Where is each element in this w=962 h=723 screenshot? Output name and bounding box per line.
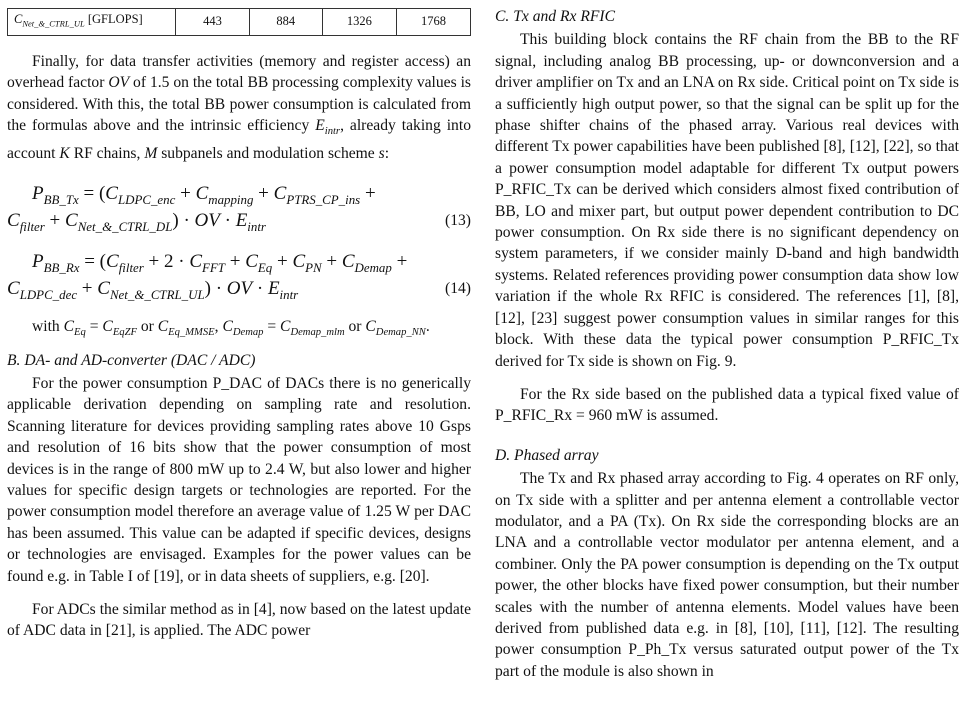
section-heading-d: D. Phased array <box>495 446 599 464</box>
equation-14-line-1: $P_{BB\_Rx} = (C_{filter} + 2 \cdot C_{FFT} + C_{Eq} + C_{PN} + C_{Demap}$ + <box>32 251 408 275</box>
table-row <box>8 9 471 36</box>
paragraph-overhead: Finally, for data transfer activities (memory and register access) an overhead factor OV of 1.5 on the total BB processing complexity values is considered. With this, the total BB power consumption is calculated from the formulas above and the intrinsic efficiency $E_{intr}$, already taking into account K RF chains, M subpanels and modulation scheme s: <box>7 52 471 162</box>
section-heading-c: C. Tx and Rx RFIC <box>495 8 615 25</box>
paragraph-rfic: This building block contains the RF chain from the BB to the RF signal, including analog BB processing, up- or downconversion and a driver amplifier on Tx and an LNA on Rx side. Critical point on Tx side is a sufficiently high output power, so that the signal can be split up for the phase shifter chains of the phased array. Various real devices with different Tx power capabilities have been published [8], [12], [22], so that a power consumption model adaptable for different Tx output powers P_RFIC_Tx can be derived which considers almost fixed contribution of BB, LO and mixer part, but output power dependent contribution to DC power consumption. On Rx side there is no significant dependency on system parameters, if we consider mainly D-band and high bandwidth systems. Related references providing power consumption data show low variation if the whole Rx RFIC is considered. The references [1], [8], [12], [23] suggest power consumption values in similar ranges for this block. With these data the typical power consumption P_RFIC_Tx derived for Tx side is shown on Fig. 9. <box>495 31 959 370</box>
table-cell: 1326 <box>322 9 396 36</box>
equation-14-line-2: $C_{LDPC\_dec} + C_{Net\_\&\_CTRL\_UL}$) · OV · $E_{intr}$ (14) <box>7 275 471 302</box>
equation-13-number: (13) <box>445 212 471 230</box>
paragraph-adc: For ADCs the similar method as in [4], now based on the latest update of ADC data in [21], is applied. The ADC power <box>7 601 471 640</box>
equation-13-line-1: $P_{BB\_Tx} = (C_{LDPC\_enc} + C_{mapping} + C_{PTRS\_CP\_ins}$ + <box>32 183 376 207</box>
complexity-table-row <box>7 8 471 36</box>
right-column <box>495 0 959 682</box>
table-cell: 1768 <box>396 9 470 36</box>
table-cell: 884 <box>249 9 322 36</box>
paragraph-dac: For the power consumption P_DAC of DACs there is no generically applicable derivation depending on sampling rate and resolution. Scanning literature for devices providing sampling rates above 10 Gsps and resolution of 16 bits show that the power consumption of most devices is in the range of 800 mW up to 2.4 W, but also lower and higher values for specific design targets or technologies are reported. For the power consumption model therefore an average value of 1.25 W per DAC has been assumed. This value can be adapted if specific devices, designs or technologies are envisaged. Examples for the power values can be found e.g. in Table I of [19], or in data sheets of suppliers, e.g. [20]. <box>7 374 471 585</box>
left-column <box>7 0 471 642</box>
table-cell: 443 <box>176 9 249 36</box>
section-heading-b: B. DA- and AD-converter (DAC / ADC) <box>7 351 256 369</box>
equation-13-line-2: $C_{filter} + C_{Net\_\&\_CTRL\_DL}$) · OV · $E_{intr}$ (13) <box>7 207 471 234</box>
table-row-label: $C_{Net\_\&\_CTRL\_UL}$ [GFLOPS] <box>8 9 176 36</box>
equation-14-number: (14) <box>445 280 471 298</box>
paragraph-rx-rfic: For the Rx side based on the published data a typical fixed value of P_RFIC_Rx = 960 mW is assumed. <box>495 385 959 425</box>
paragraph-phased-array: The Tx and Rx phased array according to Fig. 4 operates on RF only, on Tx side with a splitter and per antenna element a controllable vector modulator, and a PA (Tx). On Rx side the corresponding blocks are an LNA and a controllable vector modulator per antenna element, and a combiner. Only the PA power consumption is depending on the Tx output power, the other blocks have fixed power consumption, but their number scales with the number of antenna elements. Model values have been derived from published data e.g. in [8], [10], [11], [12]. The resulting power consumption P_Ph_Tx versus saturated output power of the Tx part of the module is also shown in <box>495 470 959 680</box>
paragraph-with: with $C_{Eq} = C_{EqZF}$ or $C_{Eq\_MMSE}$, $C_{Demap} = C_{Demap\_mlm}$ or $C_{Demap\_NN}$. <box>32 318 430 339</box>
